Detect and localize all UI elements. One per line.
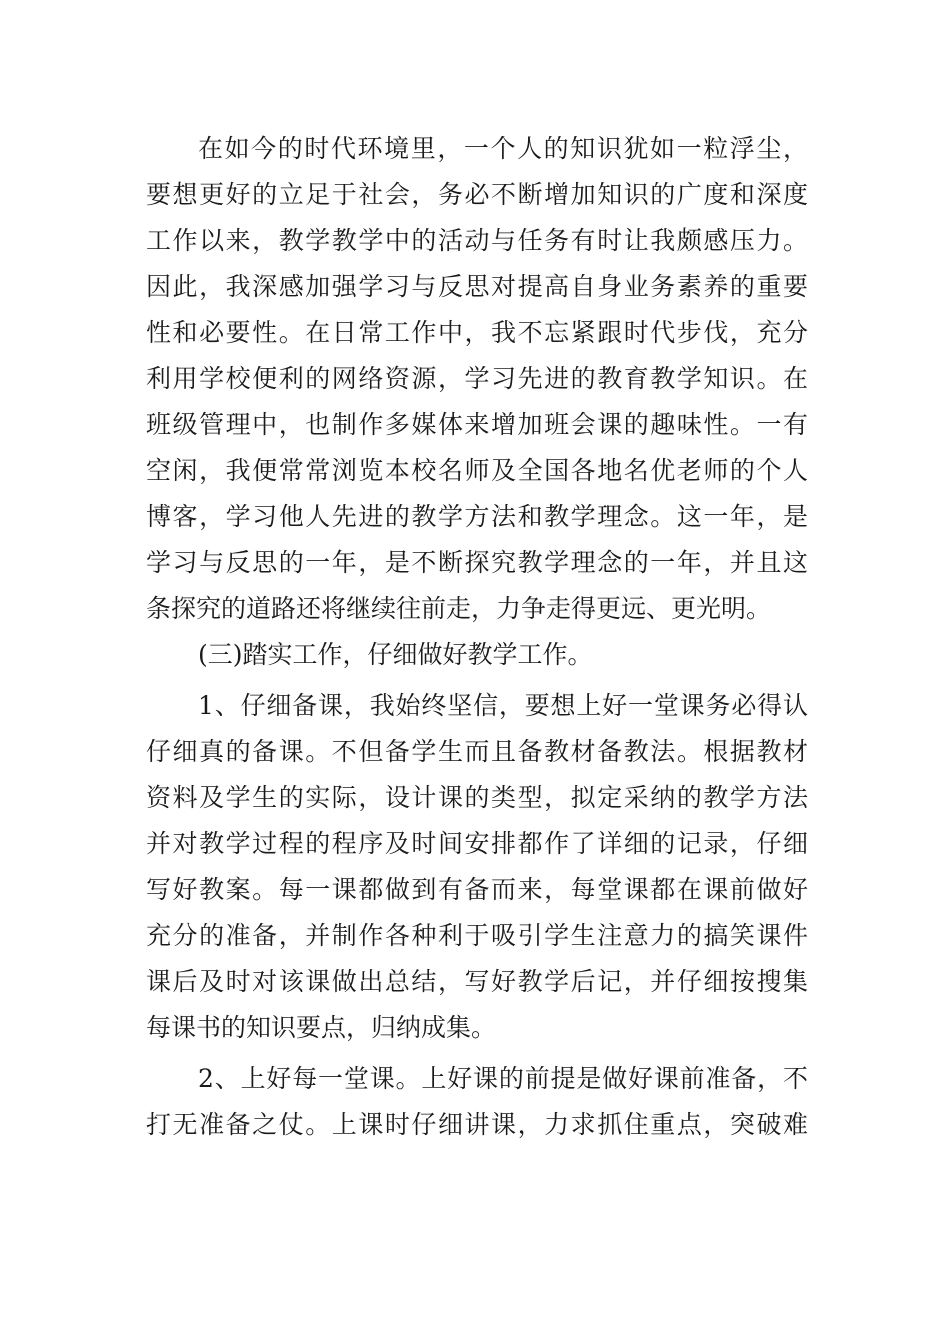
paragraph-line: 充分的准备，并制作各种利于吸引学生注意力的搞笑课件 xyxy=(146,921,808,950)
paragraph-lesson-prep xyxy=(146,683,808,1051)
paragraph-line: 打无准备之仗。上课时仔细讲课，力求抓住重点，突破难 xyxy=(146,1110,808,1139)
paragraph-line: 仔细真的备课。不但备学生而且备教材备教法。根据教材 xyxy=(146,737,808,766)
paragraph-line: 利用学校便利的网络资源，学习先进的教育教学知识。在 xyxy=(146,364,808,393)
paragraph-line: 学习与反思的一年，是不断探究教学理念的一年，并且这 xyxy=(146,548,808,577)
paragraph-line: 条探究的道路还将继续往前走，力争走得更远、更光明。 xyxy=(146,594,772,623)
paragraph-line: 性和必要性。在日常工作中，我不忘紧跟时代步伐，充分 xyxy=(146,318,808,347)
paragraph-teaching-class xyxy=(146,1056,808,1148)
paragraph-line: 1、仔细备课，我始终坚信，要想上好一堂课务必得认 xyxy=(198,691,808,720)
paragraph-line: 要想更好的立足于社会，务必不断增加知识的广度和深度 xyxy=(146,180,808,209)
paragraph-line: 博客，学习他人先进的教学方法和教学理念。这一年，是 xyxy=(146,502,808,531)
paragraph-line: 并对教学过程的程序及时间安排都作了详细的记录，仔细 xyxy=(146,829,808,858)
document-body xyxy=(146,126,808,1148)
paragraph-learning-reflection xyxy=(146,126,808,632)
paragraph-line: 写好教案。每一课都做到有备而来，每堂课都在课前做好 xyxy=(146,875,808,904)
paragraph-line: 空闲，我便常常浏览本校名师及全国各地名优老师的个人 xyxy=(146,456,808,485)
paragraph-line: 班级管理中，也制作多媒体来增加班会课的趣味性。一有 xyxy=(146,410,808,439)
paragraph-line: 在如今的时代环境里，一个人的知识犹如一粒浮尘， xyxy=(198,134,808,163)
paragraph-line: 课后及时对该课做出总结，写好教学后记，并仔细按搜集 xyxy=(146,967,808,996)
paragraph-line: 每课书的知识要点，归纳成集。 xyxy=(146,1013,497,1042)
paragraph-line: 2、上好每一堂课。上好课的前提是做好课前准备，不 xyxy=(198,1064,808,1093)
paragraph-line: 资料及学生的实际，设计课的类型，拟定采纳的教学方法 xyxy=(146,783,808,812)
paragraph-line: 因此，我深感加强学习与反思对提高自身业务素养的重要 xyxy=(146,272,808,301)
paragraph-line: 工作以来，教学教学中的活动与任务有时让我颇感压力。 xyxy=(146,226,808,255)
section-heading-3 xyxy=(146,632,808,678)
section-heading-text: (三)踏实工作，仔细做好教学工作。 xyxy=(198,640,593,669)
